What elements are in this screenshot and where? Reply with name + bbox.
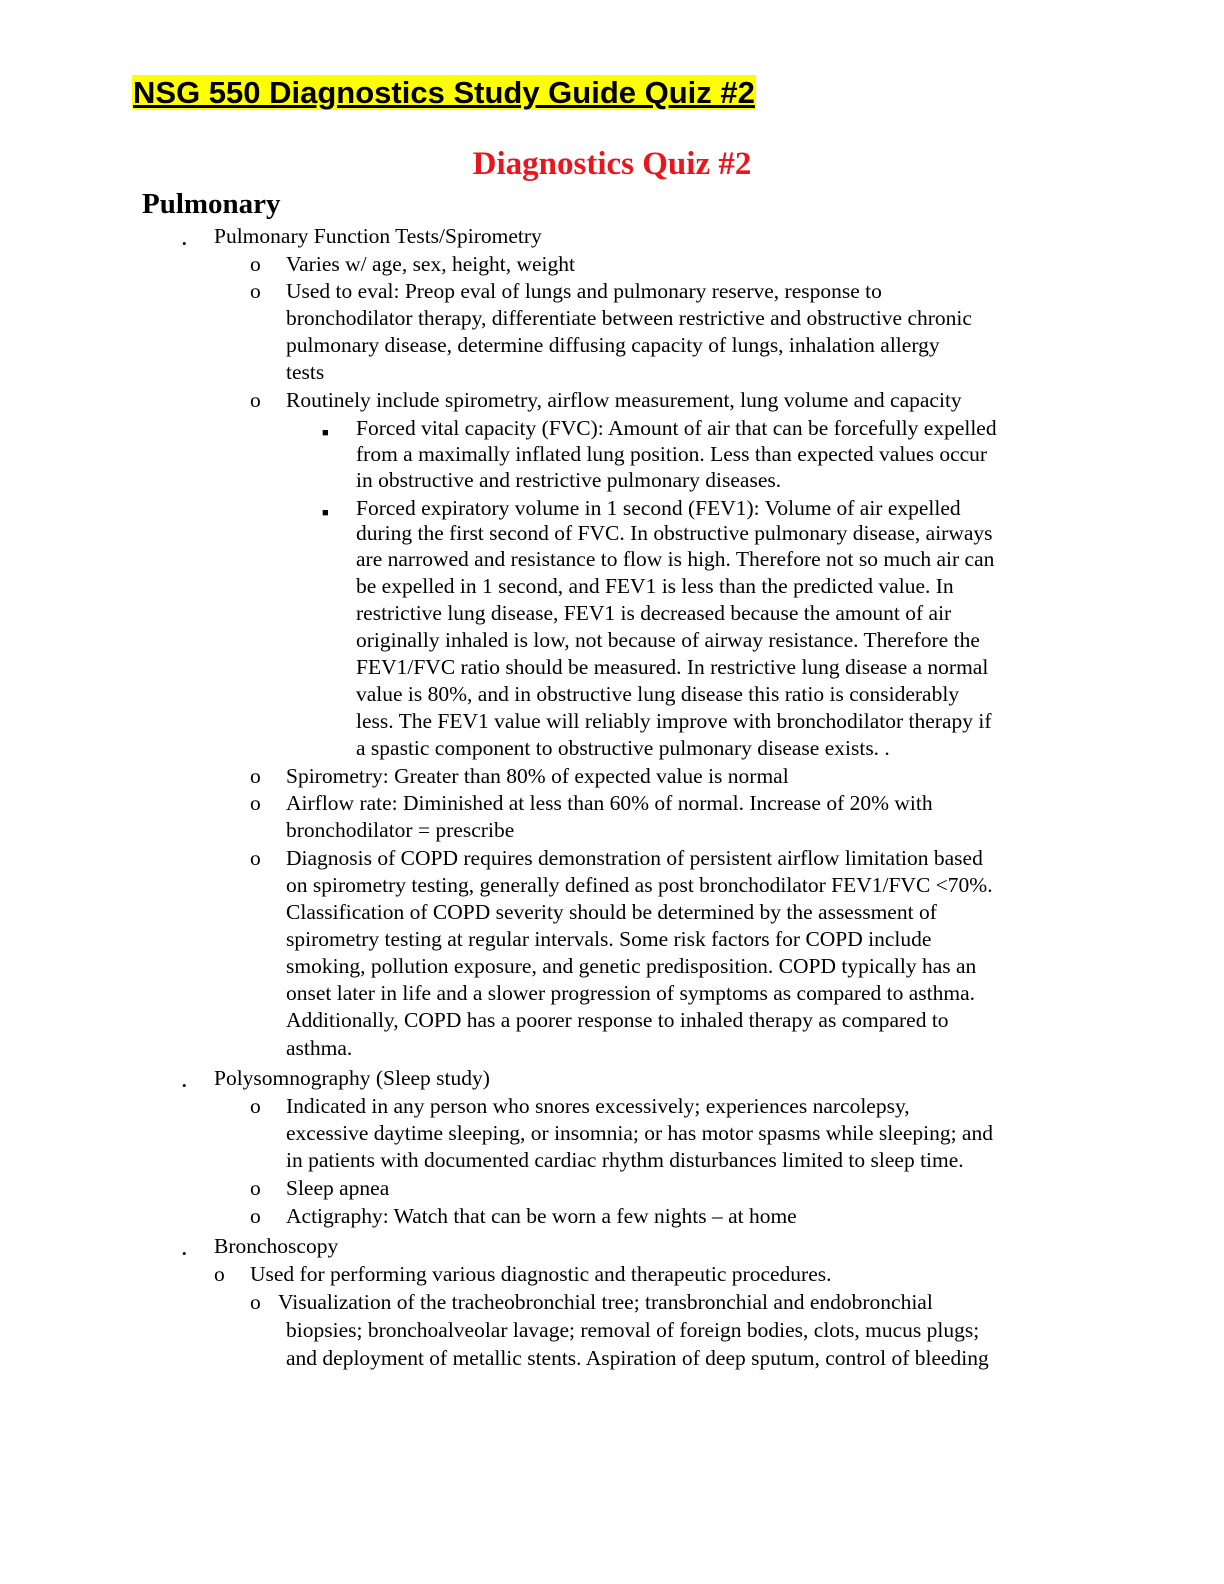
circle-marker: o <box>250 279 261 303</box>
circle-marker: o <box>250 1094 261 1118</box>
list-item-indicated-line: Indicated in any person who snores excessively; experiences narcolepsy, <box>286 1094 910 1118</box>
list-item-varies: Varies w/ age, sex, height, weight <box>286 252 575 276</box>
title-container <box>132 74 756 112</box>
list-item-visual-line: and deployment of metallic stents. Aspiration of deep sputum, control of bleeding <box>286 1346 989 1370</box>
list-item-fev1-line: be expelled in 1 second, and FEV1 is less than the predicted value. In <box>356 574 954 598</box>
list-item-used-line: pulmonary disease, determine diffusing capacity of lungs, inhalation allergy <box>286 333 940 357</box>
list-item-indicated-line: excessive daytime sleeping, or insomnia; or has motor spasms while sleeping; and <box>286 1121 993 1145</box>
square-marker: ■ <box>322 507 329 519</box>
list-item-copd-line: Classification of COPD severity should be determined by the assessment of <box>286 900 937 924</box>
list-item-copd-line: Diagnosis of COPD requires demonstration of persistent airflow limitation based <box>286 846 983 870</box>
circle-marker: o <box>250 791 261 815</box>
list-item-fev1-line: are narrowed and resistance to flow is high. Therefore not so much air can <box>356 547 995 571</box>
document-title: NSG 550 Diagnostics Study Guide Quiz #2 <box>133 75 755 110</box>
list-item-actigraphy: Actigraphy: Watch that can be worn a few nights – at home <box>286 1204 797 1228</box>
list-item-fev1-line: Forced expiratory volume in 1 second (FEV1): Volume of air expelled <box>356 496 961 520</box>
circle-marker: o <box>250 764 261 788</box>
list-item-used-line: bronchodilator therapy, differentiate between restrictive and obstructive chronic <box>286 306 972 330</box>
circle-marker: o <box>250 388 261 412</box>
list-item-fev1-line: a spastic component to obstructive pulmonary disease exists. . <box>356 736 890 760</box>
list-item-copd-line: Additionally, COPD has a poorer response to inhaled therapy as compared to <box>286 1008 949 1032</box>
list-item-fev1-line: less. The FEV1 value will reliably improve with bronchodilator therapy if <box>356 709 992 733</box>
list-item-broncho-used: Used for performing various diagnostic and therapeutic procedures. <box>250 1262 832 1286</box>
list-item-copd-line: spirometry testing at regular intervals. Some risk factors for COPD include <box>286 927 932 951</box>
list-item-copd-line: asthma. <box>286 1036 353 1060</box>
list-item-visual-line: Visualization of the tracheobronchial tree; transbronchial and endobronchial <box>278 1290 933 1314</box>
square-marker: ■ <box>322 427 329 439</box>
list-item-fev1-line: restrictive lung disease, FEV1 is decreased because the amount of air <box>356 601 952 625</box>
bullet-marker: • <box>182 236 187 251</box>
list-item-sleep-study: Polysomnography (Sleep study) <box>214 1066 490 1090</box>
circle-marker: o <box>214 1262 225 1286</box>
list-item-fvc-line: from a maximally inflated lung position. Less than expected values occur <box>356 442 988 466</box>
circle-marker: o <box>250 1204 261 1228</box>
circle-marker: o <box>250 1290 261 1314</box>
list-item-used-line: Used to eval: Preop eval of lungs and pulmonary reserve, response to <box>286 279 882 303</box>
list-item-sleep-apnea: Sleep apnea <box>286 1176 390 1200</box>
list-item-airflow-line: Airflow rate: Diminished at less than 60% of normal. Increase of 20% with <box>286 791 933 815</box>
list-item-fev1-line: value is 80%, and in obstructive lung disease this ratio is considerably <box>356 682 960 706</box>
list-item-used-line: tests <box>286 360 325 384</box>
list-item-fvc-line: Forced vital capacity (FVC): Amount of air that can be forcefully expelled <box>356 416 997 440</box>
list-item-fev1-line: during the first second of FVC. In obstructive pulmonary disease, airways <box>356 521 993 545</box>
list-item-pft: Pulmonary Function Tests/Spirometry <box>214 224 542 248</box>
circle-marker: o <box>250 1176 261 1200</box>
section-heading-pulmonary: Pulmonary <box>142 188 281 220</box>
circle-marker: o <box>250 846 261 870</box>
bullet-marker: • <box>182 1078 187 1093</box>
circle-marker: o <box>250 252 261 276</box>
list-item-copd-line: smoking, pollution exposure, and genetic predisposition. COPD typically has an <box>286 954 977 978</box>
list-item-routinely: Routinely include spirometry, airflow measurement, lung volume and capacity <box>286 388 962 412</box>
bullet-marker: • <box>182 1246 187 1261</box>
list-item-airflow-line: bronchodilator = prescribe <box>286 818 515 842</box>
list-item-visual-line: biopsies; bronchoalveolar lavage; removal of foreign bodies, clots, mucus plugs; <box>286 1318 980 1342</box>
list-item-spirometry: Spirometry: Greater than 80% of expected value is normal <box>286 764 789 788</box>
list-item-fev1-line: originally inhaled is low, not because of airway resistance. Therefore the <box>356 628 980 652</box>
list-item-indicated-line: in patients with documented cardiac rhythm disturbances limited to sleep time. <box>286 1148 964 1172</box>
list-item-copd-line: on spirometry testing, generally defined as post bronchodilator FEV1/FVC <70%. <box>286 873 993 897</box>
list-item-fvc-line: in obstructive and restrictive pulmonary diseases. <box>356 468 782 492</box>
list-item-bronchoscopy: Bronchoscopy <box>214 1234 339 1258</box>
list-item-copd-line: onset later in life and a slower progression of symptoms as compared to asthma. <box>286 981 976 1005</box>
document-subtitle: Diagnostics Quiz #2 <box>472 146 752 182</box>
list-item-fev1-line: FEV1/FVC ratio should be measured. In restrictive lung disease a normal <box>356 655 989 679</box>
